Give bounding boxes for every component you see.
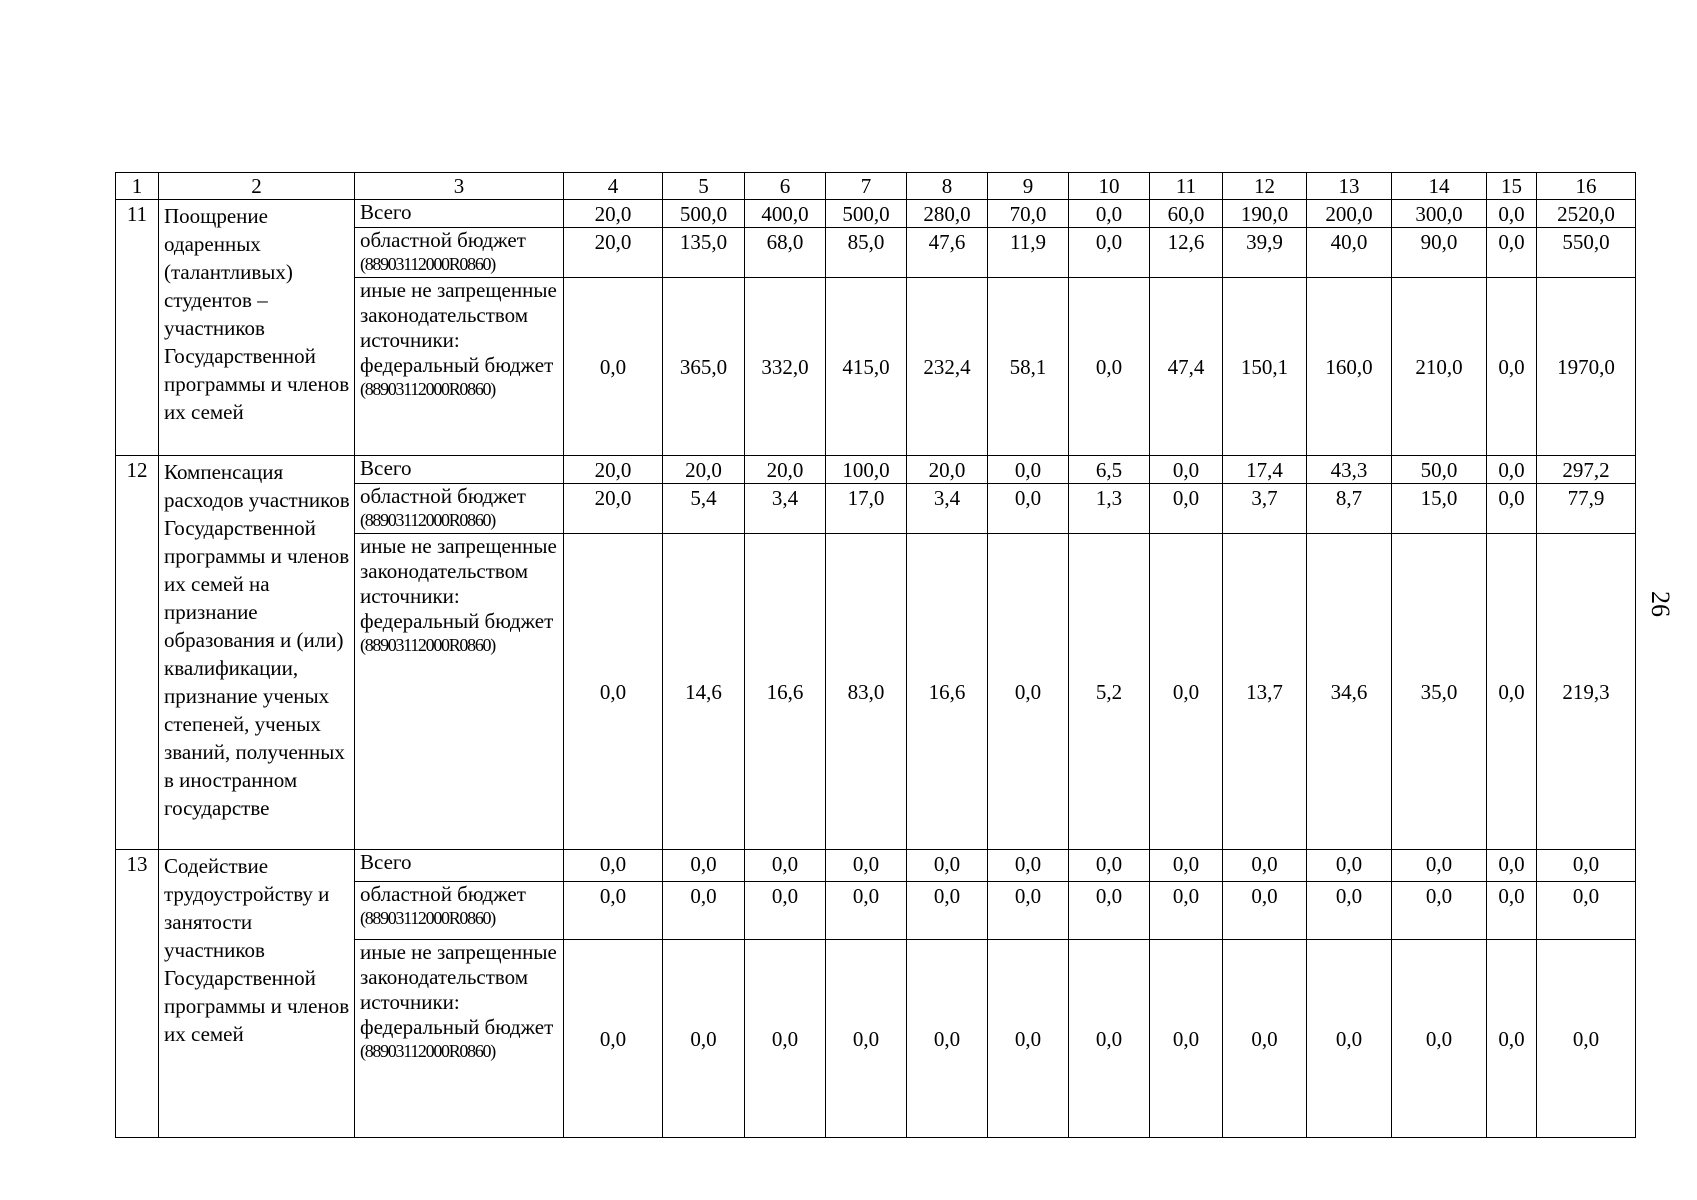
value-cell: 20,0 [564,456,663,484]
value-cell: 0,0 [1069,882,1150,940]
funding-source [355,882,564,940]
value-cell: 0,0 [1487,228,1537,278]
header-cell: 10 [1069,173,1150,200]
value-cell: 0,0 [1487,278,1537,456]
value-cell: 0,0 [988,850,1069,882]
value-cell: 11,9 [988,228,1069,278]
value-cell: 550,0 [1537,228,1636,278]
value-cell: 0,0 [663,940,745,1138]
funding-source [355,850,564,882]
value-cell: 0,0 [988,940,1069,1138]
header-cell: 5 [663,173,745,200]
value-cell: 0,0 [1150,484,1223,534]
value-cell: 58,1 [988,278,1069,456]
value-cell: 0,0 [1487,200,1537,228]
value-cell: 200,0 [1307,200,1392,228]
value-cell: 40,0 [1307,228,1392,278]
value-cell: 0,0 [1487,456,1537,484]
value-cell: 0,0 [1487,484,1537,534]
value-cell: 0,0 [564,850,663,882]
value-cell: 13,7 [1223,534,1307,850]
value-cell: 17,0 [826,484,907,534]
value-cell: 0,0 [1069,850,1150,882]
value-cell: 0,0 [826,940,907,1138]
value-cell: 0,0 [1150,882,1223,940]
value-cell: 5,4 [663,484,745,534]
value-cell: 0,0 [907,940,988,1138]
header-cell: 14 [1392,173,1487,200]
funding-source [355,456,564,484]
header-cell: 6 [745,173,826,200]
budget-code: (88903112000R0860) [360,908,495,928]
value-cell: 47,6 [907,228,988,278]
value-cell: 47,4 [1150,278,1223,456]
funding-source-label: Всего [360,850,412,874]
header-cell: 16 [1537,173,1636,200]
funding-source [355,534,564,850]
value-cell: 60,0 [1150,200,1223,228]
value-cell: 160,0 [1307,278,1392,456]
value-cell: 0,0 [1069,228,1150,278]
value-cell: 12,6 [1150,228,1223,278]
value-cell: 0,0 [564,882,663,940]
value-cell: 16,6 [745,534,826,850]
funding-source [355,200,564,228]
value-cell: 0,0 [1487,534,1537,850]
header-cell: 2 [159,173,355,200]
value-cell: 15,0 [1392,484,1487,534]
header-cell: 12 [1223,173,1307,200]
value-cell: 3,7 [1223,484,1307,534]
value-cell: 3,4 [907,484,988,534]
value-cell: 0,0 [745,882,826,940]
header-cell: 9 [988,173,1069,200]
value-cell: 20,0 [564,228,663,278]
value-cell: 8,7 [1307,484,1392,534]
value-cell: 20,0 [745,456,826,484]
header-cell: 1 [116,173,159,200]
value-cell: 43,3 [1307,456,1392,484]
value-cell: 0,0 [564,534,663,850]
funding-source [355,228,564,278]
value-cell: 0,0 [1069,278,1150,456]
budget-table [115,172,1636,1138]
value-cell: 332,0 [745,278,826,456]
value-cell: 0,0 [663,850,745,882]
funding-source-label: иные не запрещенные законодательством источники: федеральный бюджет [360,534,557,633]
value-cell: 68,0 [745,228,826,278]
value-cell: 0,0 [1307,940,1392,1138]
value-cell: 0,0 [1537,882,1636,940]
value-cell: 0,0 [826,850,907,882]
value-cell: 70,0 [988,200,1069,228]
budget-code: (88903112000R0860) [360,635,495,655]
value-cell: 0,0 [1150,456,1223,484]
value-cell: 0,0 [564,278,663,456]
row-number: 11 [116,200,159,456]
value-cell: 90,0 [1392,228,1487,278]
value-cell: 2520,0 [1537,200,1636,228]
table-row [116,456,1636,484]
value-cell: 0,0 [988,484,1069,534]
budget-code: (88903112000R0860) [360,254,495,274]
value-cell: 0,0 [988,882,1069,940]
value-cell: 20,0 [663,456,745,484]
measure-name: Поощрение одаренных (талантливых) студентов – участников Государственной программы и членов их семей [159,200,355,456]
value-cell: 16,6 [907,534,988,850]
value-cell: 34,6 [1307,534,1392,850]
table-row [116,200,1636,228]
budget-code: (88903112000R0860) [360,510,495,530]
value-cell: 0,0 [988,534,1069,850]
value-cell: 297,2 [1537,456,1636,484]
funding-source-label: Всего [360,456,412,480]
value-cell: 1970,0 [1537,278,1636,456]
header-cell: 11 [1150,173,1223,200]
value-cell: 14,6 [663,534,745,850]
value-cell: 20,0 [907,456,988,484]
value-cell: 0,0 [907,882,988,940]
value-cell: 39,9 [1223,228,1307,278]
value-cell: 135,0 [663,228,745,278]
value-cell: 365,0 [663,278,745,456]
header-cell: 4 [564,173,663,200]
funding-source-label: областной бюджет [360,484,526,508]
value-cell: 0,0 [745,850,826,882]
value-cell: 77,9 [1537,484,1636,534]
value-cell: 150,1 [1223,278,1307,456]
funding-source-label: иные не запрещенные законодательством источники: федеральный бюджет [360,278,557,377]
value-cell: 0,0 [1487,940,1537,1138]
value-cell: 219,3 [1537,534,1636,850]
value-cell: 0,0 [826,882,907,940]
value-cell: 1,3 [1069,484,1150,534]
header-row [116,173,1636,200]
value-cell: 0,0 [663,882,745,940]
value-cell: 0,0 [1069,200,1150,228]
value-cell: 20,0 [564,484,663,534]
measure-name: Компенсация расходов участников Государственной программы и членов их семей на признание образования и (или) квалификации, признание ученых степеней, ученых званий, полученных в иностранном государстве [159,456,355,850]
funding-source-label: иные не запрещенные законодательством источники: федеральный бюджет [360,940,557,1039]
value-cell: 5,2 [1069,534,1150,850]
value-cell: 415,0 [826,278,907,456]
value-cell: 0,0 [1307,850,1392,882]
value-cell: 0,0 [1069,940,1150,1138]
value-cell: 0,0 [564,940,663,1138]
value-cell: 6,5 [1069,456,1150,484]
value-cell: 0,0 [1487,850,1537,882]
budget-code: (88903112000R0860) [360,379,495,399]
value-cell: 232,4 [907,278,988,456]
value-cell: 300,0 [1392,200,1487,228]
budget-code: (88903112000R0860) [360,1041,495,1061]
value-cell: 500,0 [663,200,745,228]
value-cell: 0,0 [907,850,988,882]
value-cell: 0,0 [1150,850,1223,882]
funding-source [355,484,564,534]
value-cell: 190,0 [1223,200,1307,228]
value-cell: 0,0 [1537,940,1636,1138]
value-cell: 500,0 [826,200,907,228]
value-cell: 3,4 [745,484,826,534]
funding-source-label: областной бюджет [360,228,526,252]
measure-name: Содействие трудоустройству и занятости участников Государственной программы и членов их семей [159,850,355,1138]
value-cell: 0,0 [1223,850,1307,882]
value-cell: 20,0 [564,200,663,228]
funding-source-label: областной бюджет [360,882,526,906]
value-cell: 17,4 [1223,456,1307,484]
value-cell: 0,0 [1223,940,1307,1138]
value-cell: 0,0 [1307,882,1392,940]
value-cell: 0,0 [1487,882,1537,940]
value-cell: 83,0 [826,534,907,850]
page-number: 26 [1646,591,1675,617]
header-cell: 7 [826,173,907,200]
value-cell: 400,0 [745,200,826,228]
row-number: 12 [116,456,159,850]
value-cell: 280,0 [907,200,988,228]
value-cell: 0,0 [988,456,1069,484]
value-cell: 0,0 [1392,882,1487,940]
header-cell: 3 [355,173,564,200]
header-cell: 13 [1307,173,1392,200]
table-row [116,850,1636,882]
row-number: 13 [116,850,159,1138]
funding-source-label: Всего [360,200,412,224]
funding-source [355,278,564,456]
value-cell: 210,0 [1392,278,1487,456]
funding-source [355,940,564,1138]
value-cell: 0,0 [1392,850,1487,882]
value-cell: 0,0 [1150,534,1223,850]
value-cell: 50,0 [1392,456,1487,484]
value-cell: 0,0 [1223,882,1307,940]
value-cell: 100,0 [826,456,907,484]
value-cell: 35,0 [1392,534,1487,850]
value-cell: 0,0 [1537,850,1636,882]
value-cell: 0,0 [1392,940,1487,1138]
value-cell: 85,0 [826,228,907,278]
header-cell: 15 [1487,173,1537,200]
header-cell: 8 [907,173,988,200]
value-cell: 0,0 [1150,940,1223,1138]
value-cell: 0,0 [745,940,826,1138]
